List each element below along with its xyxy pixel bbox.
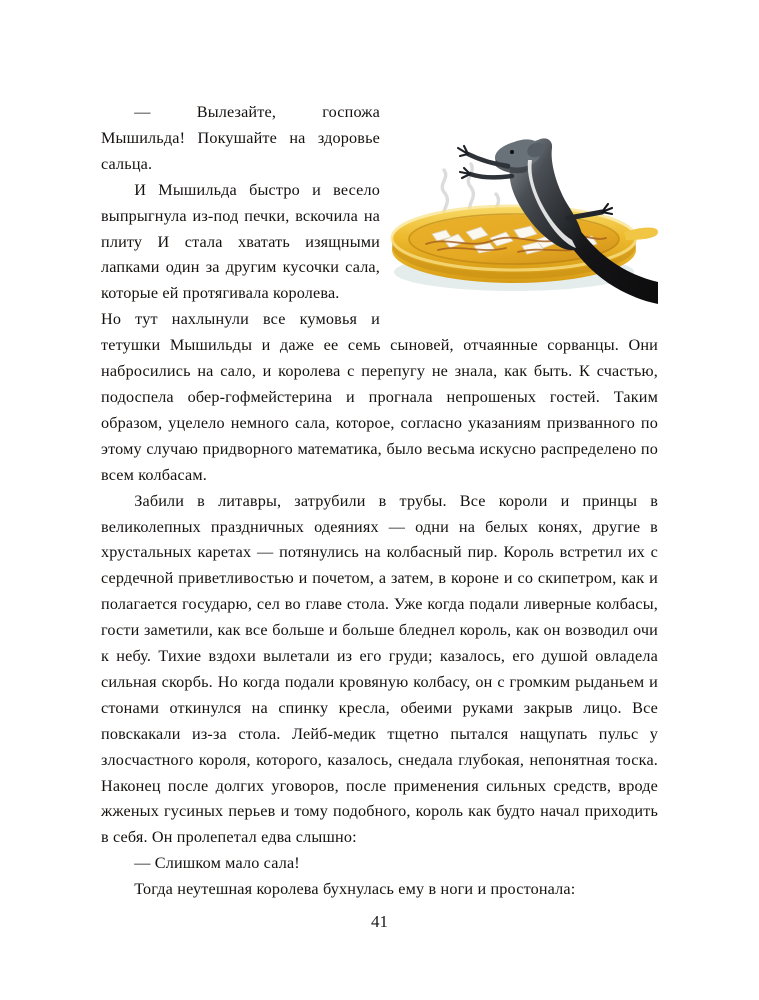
mouse-and-frying-pan-illustration bbox=[386, 122, 658, 312]
paragraph: — Вылезайте, госпожа Мышильда! Покушайте на здоровье сальца. bbox=[101, 103, 380, 173]
paragraph: Но тут нахлынули все кумовья и тетушки Мышильды и даже ее семь сыновей, отчаянные сорванцы. Они набросились на сало, и королева с перепугу не знала, как быть. К счастью, подоспела обер-гофмейстерина и прогнала непрошеных гостей. Таким образом, уцелело немного сала, которое, согласно указаниям призванного по этому случаю придворного математика, было весьма искусно распределено по всем колбасам. bbox=[101, 310, 658, 484]
mouse-eye bbox=[510, 150, 514, 154]
paragraph: Тогда неутешная королева бухнулась ему в ноги и простонала: bbox=[134, 880, 576, 899]
text-column bbox=[101, 100, 658, 903]
paragraph: И Мышильда быстро и весело выпрыгнула из-под печки, вскочила на плиту И стала хватать изящными лапками один за другим кусочки сала, которые ей протягивала королева. bbox=[101, 180, 380, 303]
paragraph: Забили в литавры, затрубили в трубы. Все короли и принцы в великолепных праздничных одеяниях — одни на белых конях, другие в хрустальных каретах — потянулись на колбасный пир. Король встретил их с сердечной приветливостью и почетом, а затем, в короне и со скипетром, как и полагается государю, сел во главе стола. Уже когда подали ливерные колбасы, гости заметили, как все больше и больше бледнел король, как он возводил очи к небу. Тихие вздохи вылетали из его груди; казалось, его душой овладела сильная скорбь. Но когда подали кровяную колбасу, он с громким рыданьем и стонами откинулся на спинку кресла, обеими руками закрыв лицо. Все повскакали из-за стола. Лейб-медик тщетно пытался нащупать пульс у злосчастного короля, которого, казалось, снедала глубокая, непонятная тоска. Наконец после долгих уговоров, после применения сильных средств, вроде жженых гусиных перьев и тому подобного, король как будто начал приходить в себя. Он пролепетал едва слышно: bbox=[101, 491, 658, 847]
paragraph: — Слишком мало сала! bbox=[134, 854, 300, 873]
mouse-front-paws bbox=[458, 146, 470, 178]
page-number: 41 bbox=[371, 912, 388, 931]
illustration-float bbox=[394, 122, 658, 308]
mouse-hind-paw bbox=[602, 204, 612, 214]
